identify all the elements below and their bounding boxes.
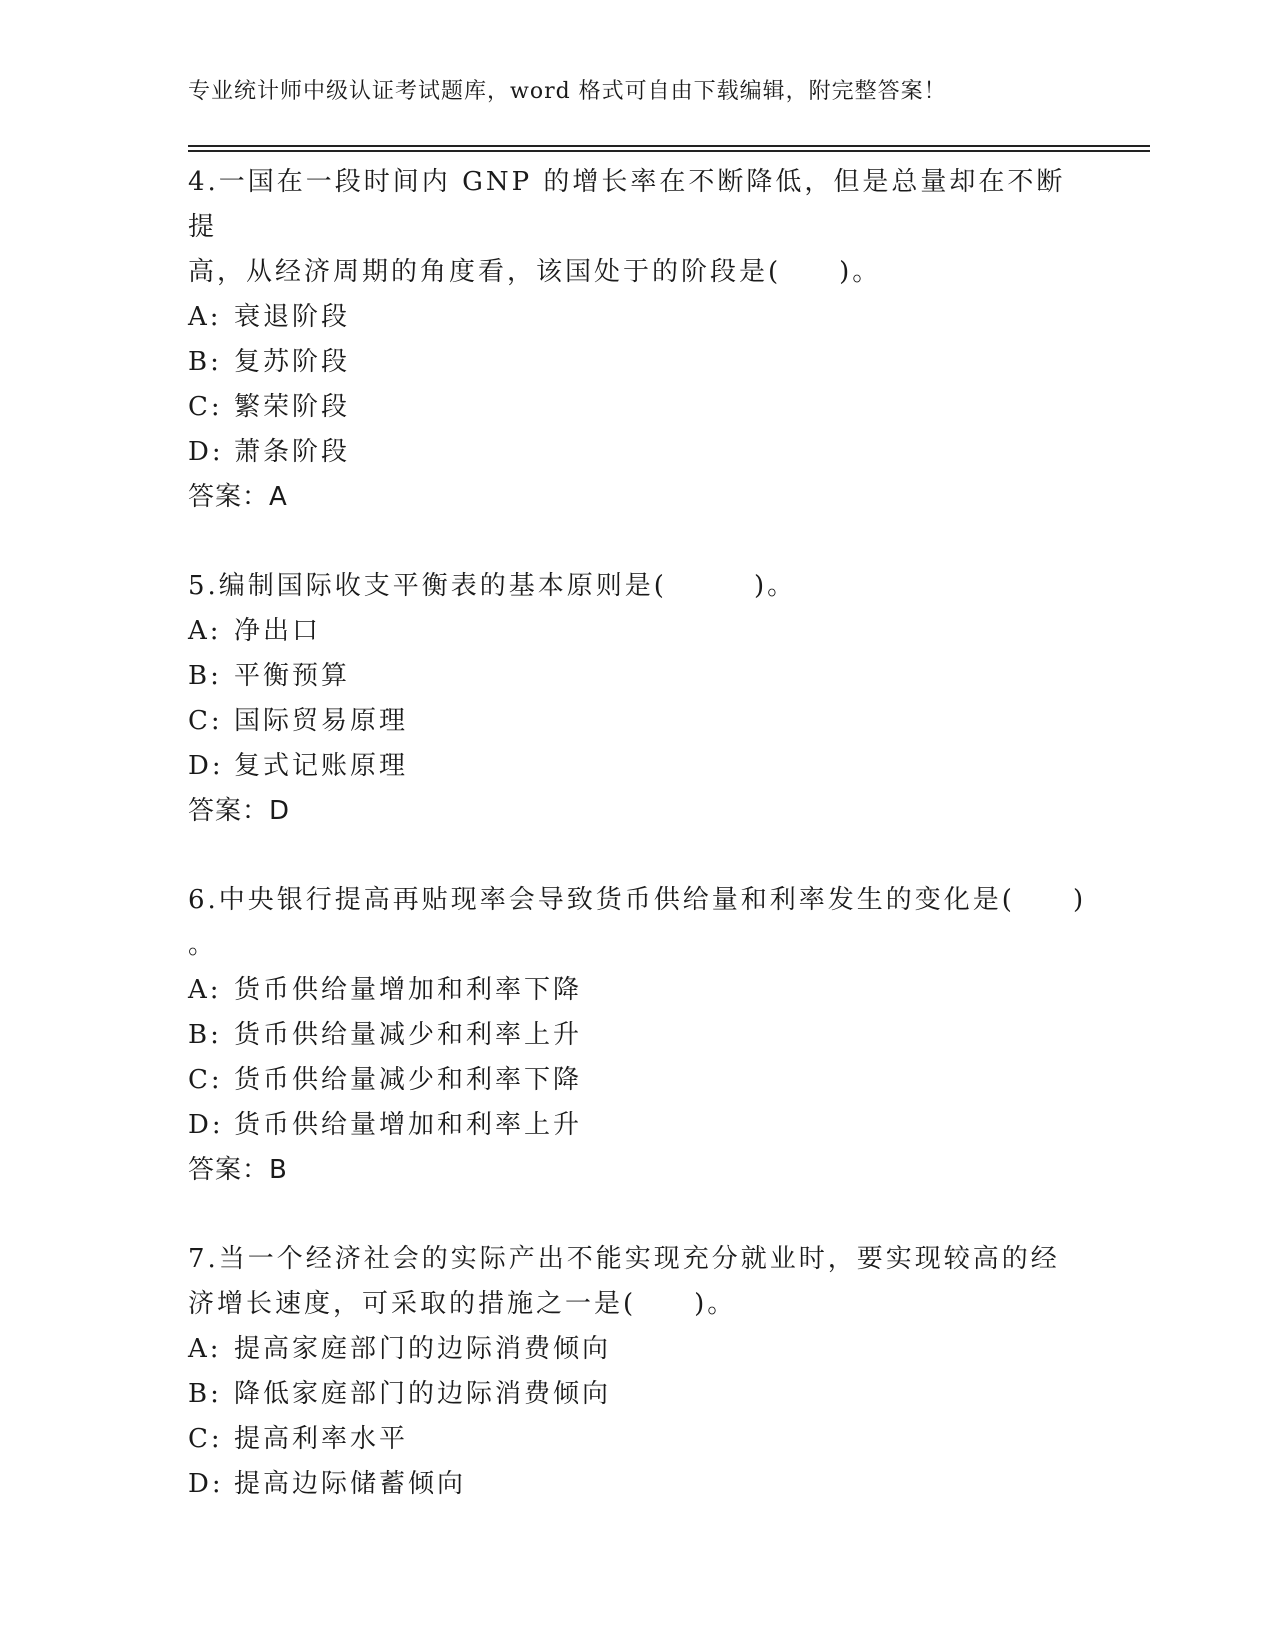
answer-line: 答案：A [188, 482, 288, 512]
option-d [188, 744, 1088, 789]
option-letter: C: [188, 392, 223, 422]
option-c [188, 1417, 1088, 1462]
option-c [188, 1058, 1088, 1103]
question-5 [188, 564, 1088, 834]
option-b [188, 1013, 1088, 1058]
option-d [188, 430, 1088, 475]
question-stem [188, 160, 1088, 295]
option-letter: A: [188, 975, 222, 1005]
option-a [188, 609, 1088, 654]
option-c [188, 699, 1088, 744]
page-header: 专业统计师中级认证考试题库，word 格式可自由下载编辑，附完整答案！ [188, 79, 947, 104]
option-list [188, 1327, 1088, 1507]
stem-line: 高，从经济周期的角度看，该国处于的阶段是( )。 [188, 257, 882, 287]
option-list [188, 968, 1088, 1148]
option-b [188, 654, 1088, 699]
option-text: 货币供给量增加和利率上升 [234, 1110, 583, 1140]
option-b [188, 340, 1088, 385]
header-rule-top [188, 145, 1150, 147]
option-text: 复苏阶段 [234, 347, 351, 377]
option-letter: B: [188, 347, 222, 377]
option-text: 降低家庭部门的边际消费倾向 [234, 1379, 612, 1409]
option-text: 繁荣阶段 [234, 392, 351, 422]
option-letter: B: [188, 661, 222, 691]
answer-line: 答案：D [188, 796, 291, 826]
option-text: 提高边际储蓄倾向 [234, 1469, 467, 1499]
option-text: 国际贸易原理 [234, 706, 409, 736]
option-text: 提高利率水平 [234, 1424, 409, 1454]
option-text: 衰退阶段 [234, 302, 351, 332]
option-letter: A: [188, 302, 222, 332]
option-letter: C: [188, 706, 223, 736]
stem-line: 7.当一个经济社会的实际产出不能实现充分就业时，要实现较高的经 [188, 1244, 1060, 1274]
option-text: 货币供给量减少和利率下降 [234, 1065, 583, 1095]
stem-line: 6.中央银行提高再贴现率会导致货币供给量和利率发生的变化是( ) [188, 885, 1087, 915]
question-list [188, 160, 1088, 1507]
stem-line: 4.一国在一段时间内 GNP 的增长率在不断降低，但是总量却在不断提 [188, 167, 1066, 242]
option-list [188, 609, 1088, 789]
header-rule-bottom [188, 150, 1150, 152]
option-d [188, 1103, 1088, 1148]
question-stem [188, 1237, 1088, 1327]
option-b [188, 1372, 1088, 1417]
option-text: 平衡预算 [234, 661, 351, 691]
option-text: 净出口 [234, 616, 322, 646]
option-letter: A: [188, 1334, 222, 1364]
question-stem [188, 564, 1088, 609]
answer-line: 答案：B [188, 1155, 288, 1185]
option-text: 货币供给量增加和利率下降 [234, 975, 583, 1005]
option-letter: D: [188, 1110, 224, 1140]
stem-line: 济增长速度，可采取的措施之一是( )。 [188, 1289, 737, 1319]
option-a [188, 295, 1088, 340]
option-text: 复式记账原理 [234, 751, 409, 781]
question-stem [188, 878, 1088, 968]
option-letter: D: [188, 1469, 224, 1499]
option-a [188, 968, 1088, 1013]
option-letter: B: [188, 1020, 222, 1050]
question-6 [188, 878, 1088, 1193]
option-text: 提高家庭部门的边际消费倾向 [234, 1334, 612, 1364]
option-list [188, 295, 1088, 475]
option-c [188, 385, 1088, 430]
question-7 [188, 1237, 1088, 1507]
option-letter: D: [188, 437, 224, 467]
option-letter: C: [188, 1424, 223, 1454]
stem-line: 。 [188, 930, 218, 960]
option-d [188, 1462, 1088, 1507]
option-letter: D: [188, 751, 224, 781]
option-text: 货币供给量减少和利率上升 [234, 1020, 583, 1050]
option-letter: C: [188, 1065, 223, 1095]
option-letter: A: [188, 616, 222, 646]
stem-line: 5.编制国际收支平衡表的基本原则是( )。 [188, 571, 797, 601]
option-text: 萧条阶段 [234, 437, 351, 467]
option-letter: B: [188, 1379, 222, 1409]
option-a [188, 1327, 1088, 1372]
question-4 [188, 160, 1088, 520]
